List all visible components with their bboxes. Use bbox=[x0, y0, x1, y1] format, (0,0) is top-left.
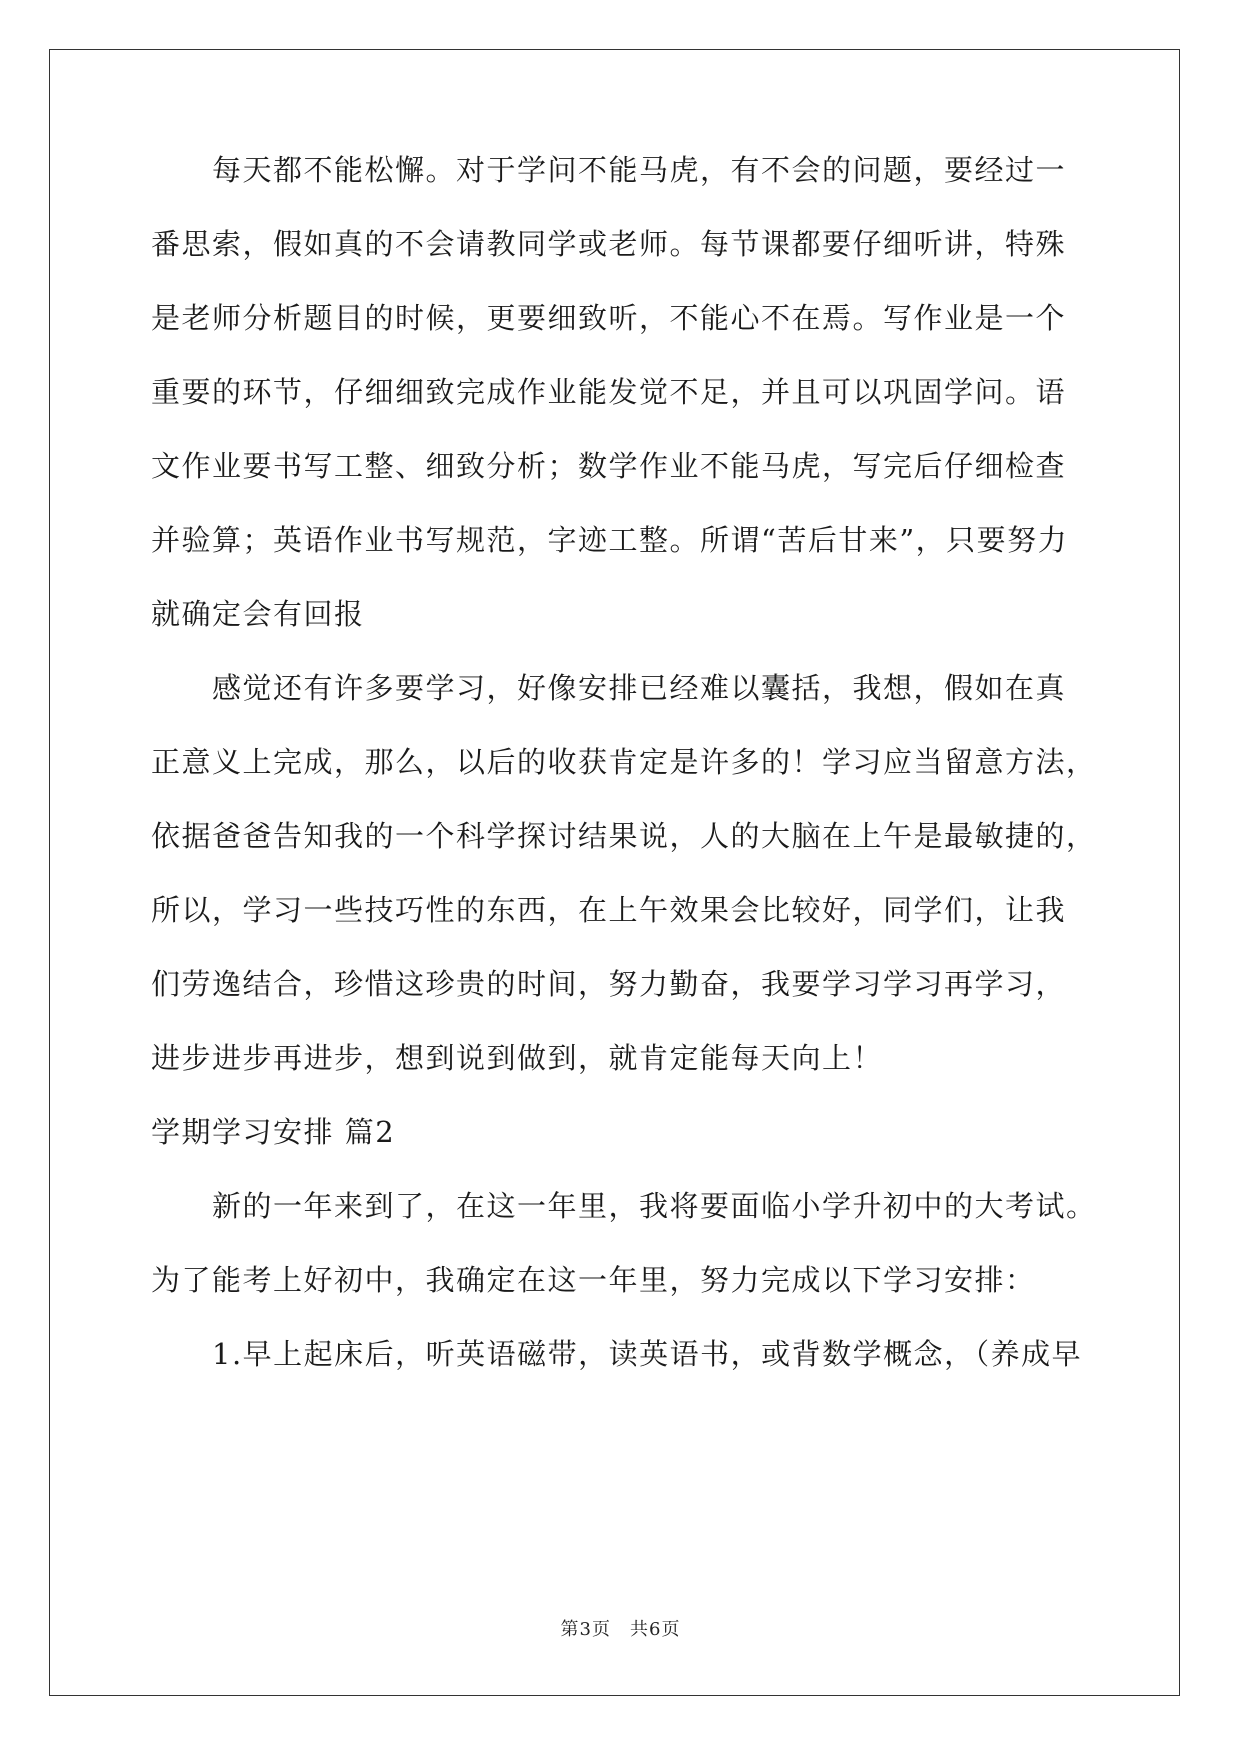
page-number-footer: 第3页 共6页 bbox=[560, 1619, 681, 1640]
text-line: 进步进步再进步，想到说到做到，就肯定能每天向上！ bbox=[151, 1041, 884, 1075]
text-line: 是老师分析题目的时候，更要细致听，不能心不在焉。写作业是一个 bbox=[151, 301, 1067, 335]
text-line: 为了能考上好初中，我确定在这一年里，努力完成以下学习安排： bbox=[151, 1263, 1036, 1297]
text-line: 正意义上完成，那么，以后的收获肯定是许多的！学习应当留意方法， bbox=[151, 745, 1097, 779]
text-line: 并验算；英语作业书写规范，字迹工整。所谓“苦后甘来”，只要努力 bbox=[151, 523, 1069, 557]
text-line: 番思索，假如真的不会请教同学或老师。每节课都要仔细听讲，特殊 bbox=[151, 227, 1067, 261]
text-line: 每天都不能松懈。对于学问不能马虎，有不会的问题，要经过一 bbox=[151, 153, 1067, 187]
text-line: 们劳逸结合，珍惜这珍贵的时间，努力勤奋，我要学习学习再学习， bbox=[151, 967, 1067, 1001]
section-heading: 学期学习安排 篇2 bbox=[151, 1115, 396, 1149]
text-line: 重要的环节，仔细细致完成作业能发觉不足，并且可以巩固学问。语 bbox=[151, 375, 1067, 409]
text-line: 1.早上起床后，听英语磁带，读英语书，或背数学概念，（养成早 bbox=[151, 1337, 1083, 1371]
text-line: 感觉还有许多要学习，好像安排已经难以囊括，我想，假如在真 bbox=[151, 671, 1067, 705]
page-border bbox=[49, 49, 1180, 1696]
text-line: 就确定会有回报 bbox=[151, 597, 365, 631]
text-line: 所以，学习一些技巧性的东西，在上午效果会比较好，同学们，让我 bbox=[151, 893, 1067, 927]
text-line: 依据爸爸告知我的一个科学探讨结果说，人的大脑在上午是最敏捷的， bbox=[151, 819, 1097, 853]
text-line: 新的一年来到了，在这一年里，我将要面临小学升初中的大考试。 bbox=[151, 1189, 1097, 1223]
text-line: 文作业要书写工整、细致分析；数学作业不能马虎，写完后仔细检查 bbox=[151, 449, 1067, 483]
